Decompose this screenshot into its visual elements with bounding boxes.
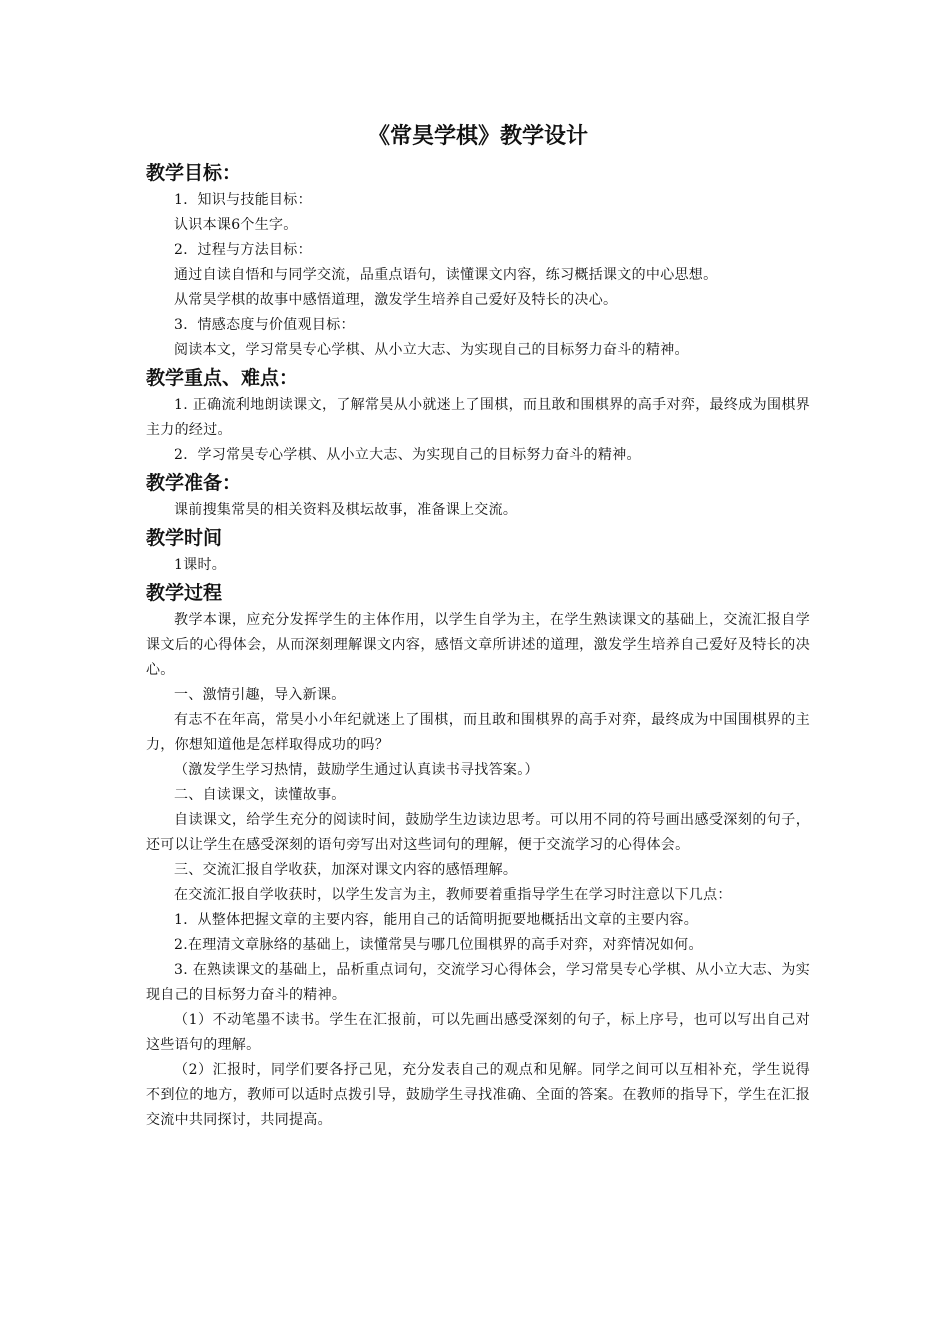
paragraph: 自读课文，给学生充分的阅读时间，鼓励学生边读边思考。可以用不同的符号画出感受深刻的句子，还可以让学生在感受深刻的语句旁写出对这些词句的理解，便于交流学习的心得体会。: [146, 812, 810, 853]
paragraph: 2.在理清文章脉络的基础上，读懂常昊与哪几位围棋界的高手对弈，对弈情况如何。: [174, 937, 703, 953]
paragraph: 通过自读自悟和与同学交流，品重点语句，读懂课文内容，练习概括课文的中心思想。: [174, 267, 718, 283]
paragraph: 教学本课，应充分发挥学生的主体作用，以学生自学为主，在学生熟读课文的基础上，交流汇报自学课文后的心得体会，从而深刻理解课文内容，感悟文章所讲述的道理，激发学生培养自己爱好及特长的决心。: [146, 612, 810, 678]
paragraph: （1）不动笔墨不读书。学生在汇报前，可以先画出感受深刻的句子，标上序号，也可以写出自己对这些语句的理解。: [146, 1012, 810, 1053]
paragraph: 阅读本文，学习常昊专心学棋、从小立大志、为实现自己的目标努力奋斗的精神。: [174, 342, 689, 358]
section-heading-time: 教学时间: [146, 527, 223, 549]
paragraph: 3．情感态度与价值观目标：: [174, 317, 355, 333]
paragraph: 从常昊学棋的故事中感悟道理，激发学生培养自己爱好及特长的决心。: [174, 292, 618, 308]
section-heading-process: 教学过程: [146, 582, 223, 604]
paragraph: 2．学习常昊专心学棋、从小立大志、为实现自己的目标努力奋斗的精神。: [174, 447, 641, 463]
paragraph: 1课时。: [174, 557, 227, 573]
document-body: [146, 120, 810, 1133]
paragraph: 三、交流汇报自学收获，加深对课文内容的感悟理解。: [174, 862, 518, 878]
document-title: 《常昊学棋》教学设计: [367, 124, 588, 149]
paragraph: 2．过程与方法目标：: [174, 242, 312, 258]
paragraph: 有志不在年高，常昊小小年纪就迷上了围棋，而且敢和围棋界的高手对弈，最终成为中国围棋界的主力，你想知道他是怎样取得成功的吗？: [146, 712, 810, 753]
paragraph: 1．从整体把握文章的主要内容，能用自己的话简明扼要地概括出文章的主要内容。: [174, 912, 699, 928]
section-heading-objectives: 教学目标：: [146, 162, 242, 184]
paragraph: 1．知识与技能目标：: [174, 192, 312, 208]
paragraph: 二、自读课文，读懂故事。: [174, 787, 346, 803]
paragraph: 课前搜集常昊的相关资料及棋坛故事，准备课上交流。: [174, 502, 518, 518]
paragraph: 1. 正确流利地朗读课文，了解常昊从小就迷上了围棋，而且敢和围棋界的高手对弈，最终成为围棋界主力的经过。: [146, 397, 810, 438]
paragraph: （2）汇报时，同学们要各抒己见，充分发表自己的观点和见解。同学之间可以互相补充，学生说得不到位的地方，教师可以适时点拨引导，鼓励学生寻找准确、全面的答案。在教师的指导下，学生在汇报交流中共同探讨，共同提高。: [146, 1062, 810, 1128]
paragraph: 认识本课6个生字。: [174, 217, 298, 233]
paragraph: 一、激情引趣，导入新课。: [174, 687, 346, 703]
paragraph: 3. 在熟读课文的基础上，品析重点词句，交流学习心得体会，学习常昊专心学棋、从小立大志、为实现自己的目标努力奋斗的精神。: [146, 962, 810, 1003]
paragraph: （激发学生学习热情，鼓励学生通过认真读书寻找答案。）: [174, 762, 539, 778]
section-heading-key-points: 教学重点、难点：: [146, 367, 299, 389]
paragraph: 在交流汇报自学收获时，以学生发言为主，教师要着重指导学生在学习时注意以下几点：: [174, 887, 732, 903]
section-heading-preparation: 教学准备：: [146, 472, 242, 494]
